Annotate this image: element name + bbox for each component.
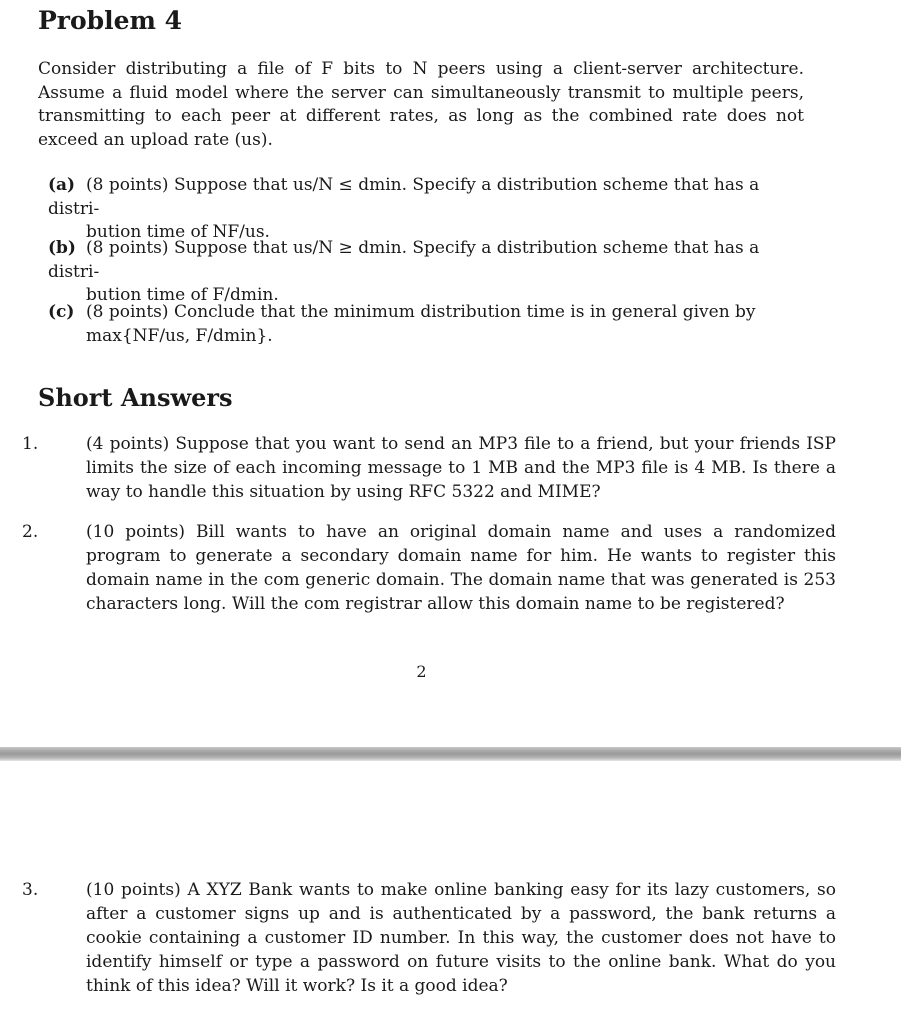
problem-intro: Consider distributing a file of F bits to N peers using a client-server architecture. Assume a fluid model where the server can simultaneously transmit to multiple peers, transmitting to each peer at different rates, as long as the combined rate does not exceed an upload rate (us). [38,59,804,150]
short-answers-title: Short Answers [38,383,233,412]
question-text: (4 points) Suppose that you want to send an MP3 file to a friend, but your friends ISP limits the size of each incoming message to 1 MB and the MP3 file is 4 MB. Is there a way to handle this situation by using RFC 5322 and MIME? [86,434,836,502]
part-text-cont: bution time of F/dmin. [86,285,279,305]
question-number: 2. [22,522,39,542]
part-text: (8 points) Conclude that the minimum distribution time is in general given by [86,302,756,322]
question-1 [22,432,836,504]
page-number: 2 [416,662,427,681]
part-a [48,174,804,245]
part-text-cont: max{NF/us, F/dmin}. [86,325,273,346]
part-label: (b) [48,238,76,258]
question-text: (10 points) A XYZ Bank wants to make online banking easy for its lazy customers, so after a customer signs up and is authenticated by a password, the bank returns a cookie containing a customer ID number. In this way, the customer does not have to identify himself or type a password on future visits to the online bank. What do you think of this idea? Will it work? Is it a good idea? [86,880,836,996]
part-b [48,237,804,308]
question-number: 3. [22,880,39,900]
page-divider [0,747,901,761]
question-text: (10 points) Bill wants to have an original domain name and uses a randomized program to generate a secondary domain name for him. He wants to register this domain name in the com generic domain. The domain name that was generated is 253 characters long. Will the com registrar allow this domain name to be registered? [86,522,836,614]
part-c [48,301,804,348]
problem-title: Problem 4 [38,6,183,35]
part-text: (8 points) Suppose that us/N ≤ dmin. Specify a distribution scheme that has a distri- [48,175,760,219]
part-text-cont: bution time of NF/us. [86,222,270,242]
part-label: (a) [48,175,76,195]
question-number: 1. [22,434,39,454]
part-text: (8 points) Suppose that us/N ≥ dmin. Specify a distribution scheme that has a distri- [48,238,760,282]
question-3 [22,878,836,998]
part-label: (c) [48,302,75,322]
question-2 [22,520,836,616]
